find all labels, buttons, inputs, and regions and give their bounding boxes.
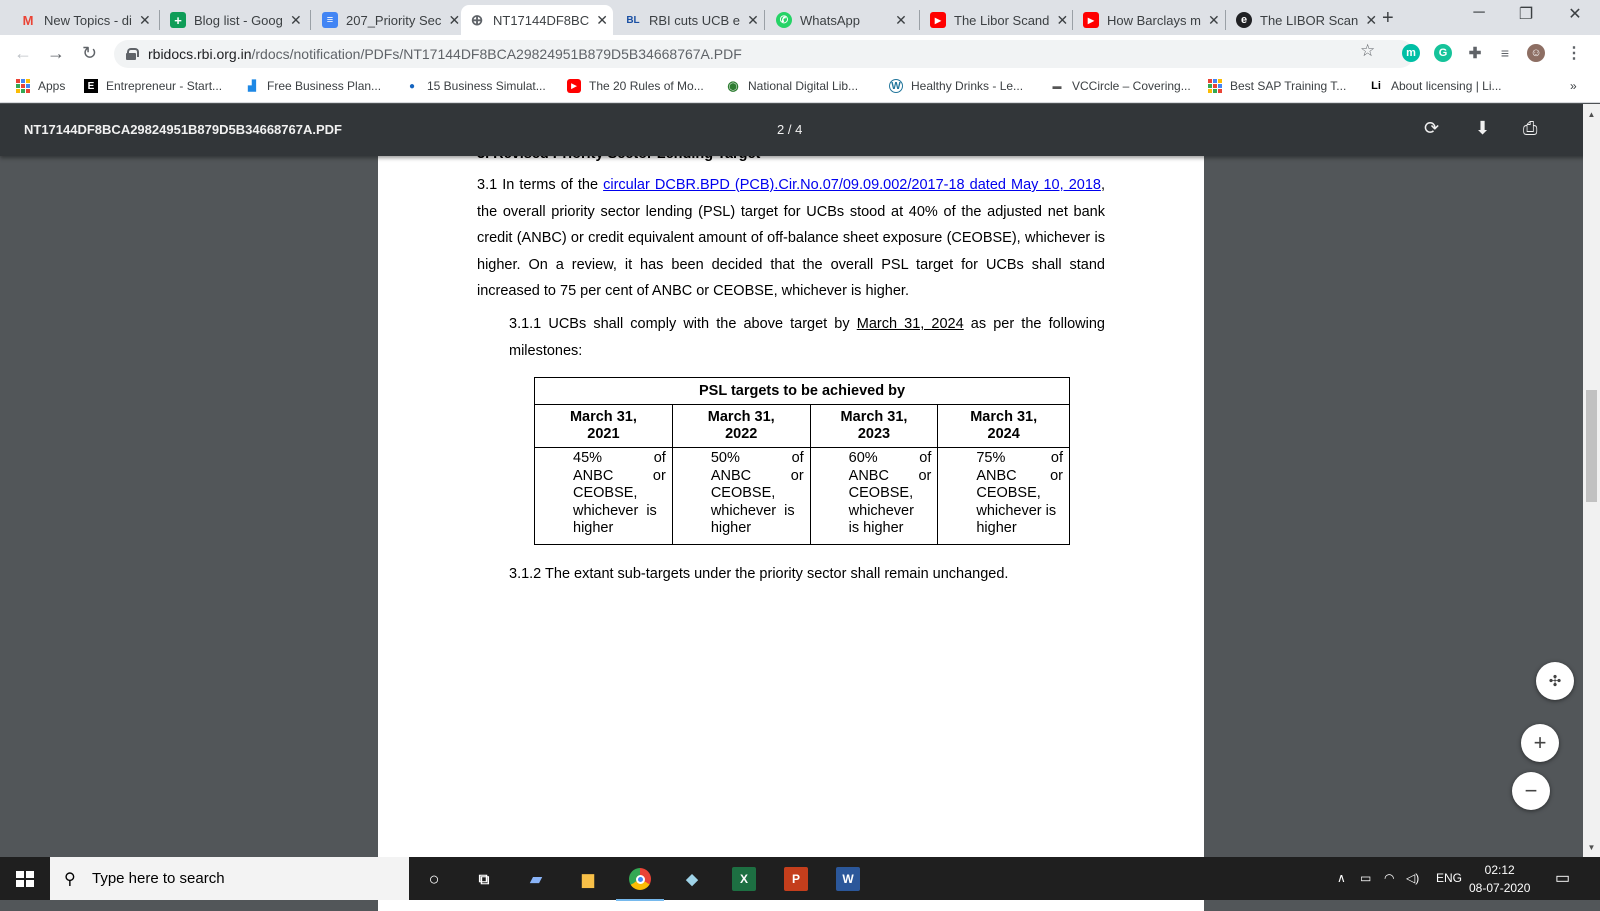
app-icon[interactable]: ◆ [686,871,698,888]
print-icon[interactable]: ⎙ [1523,118,1538,138]
paragraph-3-1-1: 3.1.1 UCBs shall comply with the above target by March 31, 2024 as per the following milestones: [509,316,1105,359]
scrollbar-thumb[interactable] [1586,390,1597,502]
bl-icon: BL [626,14,640,26]
close-icon[interactable]: ✕ [596,11,608,28]
close-icon[interactable]: ✕ [1365,11,1378,28]
docs-icon: ≡ [322,12,338,28]
reading-list-icon[interactable]: ≡ [1500,45,1510,61]
task-view-icon[interactable]: ⧉ [478,870,490,888]
bookmark-vccircle[interactable]: ▬ VCCircle – Covering... [1050,79,1191,93]
globe-icon: ⊕ [470,12,484,29]
table-cell: 60% of ANBC or CEOBSE, whichever is higher [810,448,938,545]
ndl-icon: ◉ [727,78,739,93]
edge-icon: e [1236,12,1252,28]
chrome-icon[interactable] [628,867,652,891]
tab-blog-list[interactable]: + Blog list - Goog ✕ [162,5,304,35]
more-bookmarks-chevron-icon[interactable]: » [1570,79,1577,93]
zoom-out-button[interactable]: − [1512,772,1550,810]
extension-m-icon[interactable]: m [1402,44,1420,62]
url-text[interactable]: rbidocs.rbi.org.in/rdocs/notification/PDFs/NT17144DF8BCA29824951B879D5B34668767A.PDF [148,46,742,62]
app-icon[interactable]: ▰ [530,871,542,888]
tab-rbi-cuts[interactable]: BL RBI cuts UCB e ✕ [626,11,759,28]
fit-to-page-button[interactable]: ✣ [1536,662,1574,700]
psl-targets-table [534,377,1070,545]
taskbar-search-box[interactable]: ⚲ Type here to search [50,857,409,900]
extensions-puzzle-icon[interactable]: ✚ [1468,45,1482,62]
tab-how-barclays[interactable]: ▶ How Barclays m ✕ [1075,5,1221,35]
bookmarks-bar [0,73,1600,103]
new-tab-button[interactable]: + [1382,7,1394,29]
scroll-up-arrow-icon[interactable]: ▲ [1587,110,1596,119]
pdf-toolbar [0,104,1600,156]
close-icon[interactable]: ✕ [290,11,302,28]
bookmark-national-digital-library[interactable]: ◉ National Digital Lib... [727,78,859,93]
battery-icon[interactable]: ▭ [1360,871,1372,885]
download-icon[interactable]: ⬇ [1475,118,1491,138]
taskbar-clock[interactable]: 02:12 08-07-2020 [1469,863,1531,895]
powerpoint-icon[interactable]: P [784,867,808,891]
tab-whatsapp[interactable]: ✆ WhatsApp ✕ [768,5,916,35]
entrepreneur-icon: E [84,79,98,93]
apps-grid-icon [16,79,30,93]
chart-icon: ▟ [248,80,256,92]
bookmark-entrepreneur[interactable]: E Entrepreneur - Start... [84,79,222,93]
windows-taskbar [0,857,1600,900]
notifications-icon[interactable]: ▭ [1555,870,1571,887]
tab-priority-sector[interactable]: ≡ 207_Priority Sec ✕ [314,5,458,35]
close-icon[interactable]: ✕ [1056,11,1069,28]
bookmark-healthy-drinks[interactable]: W Healthy Drinks - Le... [889,79,1023,93]
volume-icon[interactable]: ◁) [1406,871,1420,885]
tab-pdf-active[interactable]: ⊕ NT17144DF8BC ✕ [461,5,613,35]
bookmark-star-icon[interactable]: ☆ [1360,41,1376,60]
column-header: March 31, 2024 [938,405,1070,448]
circular-link[interactable]: circular DCBR.BPD (PCB).Cir.No.07/09.09.002/2017-18 dated May 10, 2018 [603,177,1101,193]
address-bar[interactable] [114,40,1414,68]
lock-icon[interactable] [126,48,136,60]
vccircle-icon: ▬ [1052,81,1062,91]
windows-start-icon[interactable] [16,871,34,887]
table-title: PSL targets to be achieved by [535,378,1070,405]
minimize-icon[interactable]: ─ [1473,4,1485,21]
rotate-icon[interactable]: ⟳ [1424,118,1440,138]
word-icon[interactable]: W [836,867,860,891]
gmail-icon: M [22,12,34,28]
restore-icon[interactable]: ❐ [1518,6,1534,23]
li-icon: Li [1371,80,1381,92]
grammarly-icon[interactable]: G [1434,44,1452,62]
apps-grid-icon [1208,79,1222,93]
table-cell: 75% of ANBC or CEOBSE, whichever is higher [938,448,1070,545]
tab-libor-scandal[interactable]: ▶ The Libor Scand ✕ [922,5,1068,35]
file-explorer-icon[interactable]: ▆ [582,871,594,888]
bookmark-business-plan[interactable]: ▟ Free Business Plan... [245,79,381,93]
column-header: March 31, 2023 [810,405,938,448]
forward-arrow-icon[interactable]: → [47,43,65,63]
pdf-filename: NT17144DF8BCA29824951B879D5B34668767A.PDF [24,122,342,137]
close-icon[interactable]: ✕ [747,11,759,28]
page-indicator: 2 / 4 [777,122,803,137]
close-icon[interactable]: ✕ [895,11,907,28]
wordpress-icon: W [889,79,903,93]
whatsapp-icon: ✆ [776,12,792,28]
youtube-icon: ▶ [567,79,581,93]
sheets-icon: + [170,12,186,28]
close-icon[interactable]: ✕ [1208,11,1220,28]
language-indicator[interactable]: ENG [1436,871,1463,885]
tab-libor-scam[interactable]: e The LIBOR Scan ✕ [1228,5,1374,35]
show-hidden-icons-chevron-icon[interactable]: ∧ [1337,871,1346,885]
youtube-icon: ▶ [1083,12,1099,28]
bookmark-sap-training[interactable]: Best SAP Training T... [1208,79,1346,93]
pdf-viewer[interactable] [0,156,1600,857]
bookmark-apps[interactable]: Apps [16,79,65,93]
menu-kebab-icon[interactable]: ⋮ [1566,45,1582,62]
wifi-icon[interactable]: ◠ [1384,871,1395,885]
excel-icon[interactable]: X [732,867,756,891]
reload-icon[interactable]: ↻ [82,43,98,63]
profile-avatar[interactable]: ☺ [1527,44,1545,62]
window-close-icon[interactable]: ✕ [1568,6,1582,23]
paragraph-3-1-2: 3.1.2 The extant sub-targets under the priority sector shall remain unchanged. [509,566,1009,582]
bookmark-about-licensing[interactable]: Li About licensing | Li... [1369,79,1502,93]
tab-gmail[interactable]: M New Topics - di ✕ [12,5,152,35]
bookmark-business-simulation[interactable]: ● 15 Business Simulat... [405,79,546,93]
bookmark-20-rules[interactable]: ▶ The 20 Rules of Mo... [567,79,704,93]
youtube-icon: ▶ [930,12,946,28]
scroll-down-arrow-icon[interactable]: ▼ [1587,843,1596,852]
column-header: March 31, 2021 [535,405,673,448]
tab-strip [0,0,1600,35]
zoom-in-button[interactable]: + [1521,724,1559,762]
table-cell: 50% of ANBC or CEOBSE, whichever is higher [672,448,810,545]
search-icon: ⚲ [64,871,76,888]
cortana-icon[interactable]: ○ [428,868,440,889]
paragraph-3-1: 3.1 In terms of the circular DCBR.BPD (PCB).Cir.No.07/09.09.002/2017-18 dated May 10, 2018, the overall priority sector lending (PSL) target for UCBs stood at 40% of the adjusted net bank credit (ANBC) or credit equivalent amount of off-balance sheet exposure (CEOBSE), whichever is higher. On a review, it has been decided that the overall PSL target for UCBs shall stand increased to 75 per cent of ANBC or CEOBSE, whichever is higher. [477,177,1105,299]
person-icon: ● [408,80,416,92]
table-cell: 45% of ANBC or CEOBSE, whichever is higher [535,448,673,545]
close-icon[interactable]: ✕ [448,11,461,28]
column-header: March 31, 2022 [672,405,810,448]
back-arrow-icon[interactable]: ← [14,43,32,63]
close-icon[interactable]: ✕ [139,11,151,28]
